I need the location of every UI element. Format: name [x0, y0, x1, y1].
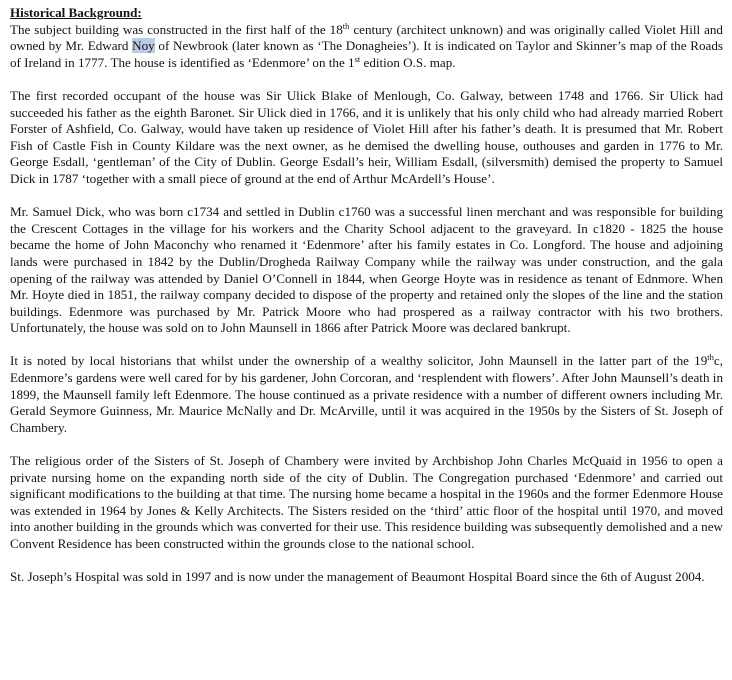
paragraph-first-occupants: The first recorded occupant of the house was Sir Ulick Blake of Menlough, Co. Galway, between 1748 and 1766. Sir Ulick had succeeded his father as the eighth Baronet. Sir Ulick died in 1766, and it is unlikely that his only child who had already married Robert Forster of Ashfield, Co. Galway, would have taken up residence of Violet Hill after his father’s death. It is presumed that Mr. Robert Fish of Castle Fish in County Kildare was the next owner, as he demised the dwelling house, outhouses and garden in 1776 to Mr. George Esdall, ‘gentleman’ of the City of Dublin. George Esdall’s heir, William Esdall, (silversmith) demised the property to Samuel Dick in 1787 ‘together with a small piece of ground at the end of Arthur McArdell’s House’.: [10, 87, 723, 186]
paragraph-text: of Newbrook (later known as ‘The Donagheies’). It is indicated on Taylor and Skinner’s map of the Roads of Ireland in 1777. The house is identified as ‘Edenmore’ on the 1: [10, 38, 723, 70]
paragraph-text: c, Edenmore’s gardens were well cared for by his gardener, John Corcoran, and ‘resplendent with flowers’. After John Maunsell’s death in 1899, the Maunsell family left Edenmore. The house continued as a private residence with a number of different owners including Mr. Gerald Seymore Guinness, Mr. Maurice McNally and Dr. McArville, until it was acquired in the 1950s by the Sisters of St. Joseph of Chambery.: [10, 353, 723, 435]
paragraph-text: edition O.S. map.: [360, 54, 456, 70]
paragraph-hospital-sale: St. Joseph’s Hospital was sold in 1997 and is now under the management of Beaumont Hospital Board since the 6th of August 2004.: [10, 569, 705, 585]
paragraph-maunsell: [10, 353, 723, 436]
ordinal-suffix: th: [707, 352, 714, 363]
section-heading: Historical Background:: [10, 5, 142, 20]
ordinal-suffix: th: [342, 20, 350, 31]
paragraph-text: century (architect unknown) and was originally called Violet Hill and owned by Mr. Edward: [10, 21, 723, 54]
selected-text-highlight[interactable]: Noy: [132, 38, 155, 54]
ordinal-suffix: st: [354, 53, 361, 64]
paragraph-samuel-dick: Mr. Samuel Dick, who was born c1734 and settled in Dublin c1760 was a successful linen merchant and was responsible for building the Crescent Cottages in the village for his workers and the Charity School adjacent to the graveyard. In c1820 - 1825 the house became the home of John Maconchy who renamed it ‘Edenmore’ after his family estates in Co. Longford. The house and adjoining lands were purchased in 1842 by the Dublin/Drogheda Railway Company while the railway was under construction, and the gala opening of the railway was attended by Daniel O’Connell in 1844, when George Hoyte was in residence as tenant of Ednmore. When Mr. Hoyte died in 1851, the railway company decided to dispose of the property and retained only the slopes of the line and the station buildings. Edenmore was purchased by Mr. Patrick Moore who had prospered as a railway contractor with his two brothers. Unfortunately, the house was sold on to John Maunsell in 1866 after Patrick Moore was declared bankrupt.: [10, 204, 723, 336]
paragraph-construction: [10, 22, 723, 72]
paragraph-text: It is noted by local historians that whilst under the ownership of a wealthy solicitor, John Maunsell in the latter part of the 19: [10, 353, 708, 369]
paragraph-text: The subject building was constructed in the first half of the 18: [10, 21, 343, 37]
paragraph-sisters: The religious order of the Sisters of St. Joseph of Chambery were invited by Archbishop John Charles McQuaid in 1956 to open a private nursing home on the expanding north side of the city of Dublin. The Congregation purchased ‘Edenmore’ and carried out significant modifications to the building at that time. The nursing home became a hospital in the 1960s and the former Edenmore House was extended in 1964 by Jones & Kelly Architects. The Sisters resided on the ‘third’ attic floor of the hospital until 1970, and moved into another building in the grounds which was converted for their use. This residence building was subsequently demolished and a new Convent Residence has been constructed within the grounds close to the national school.: [10, 453, 723, 551]
document-body: [10, 5, 723, 586]
